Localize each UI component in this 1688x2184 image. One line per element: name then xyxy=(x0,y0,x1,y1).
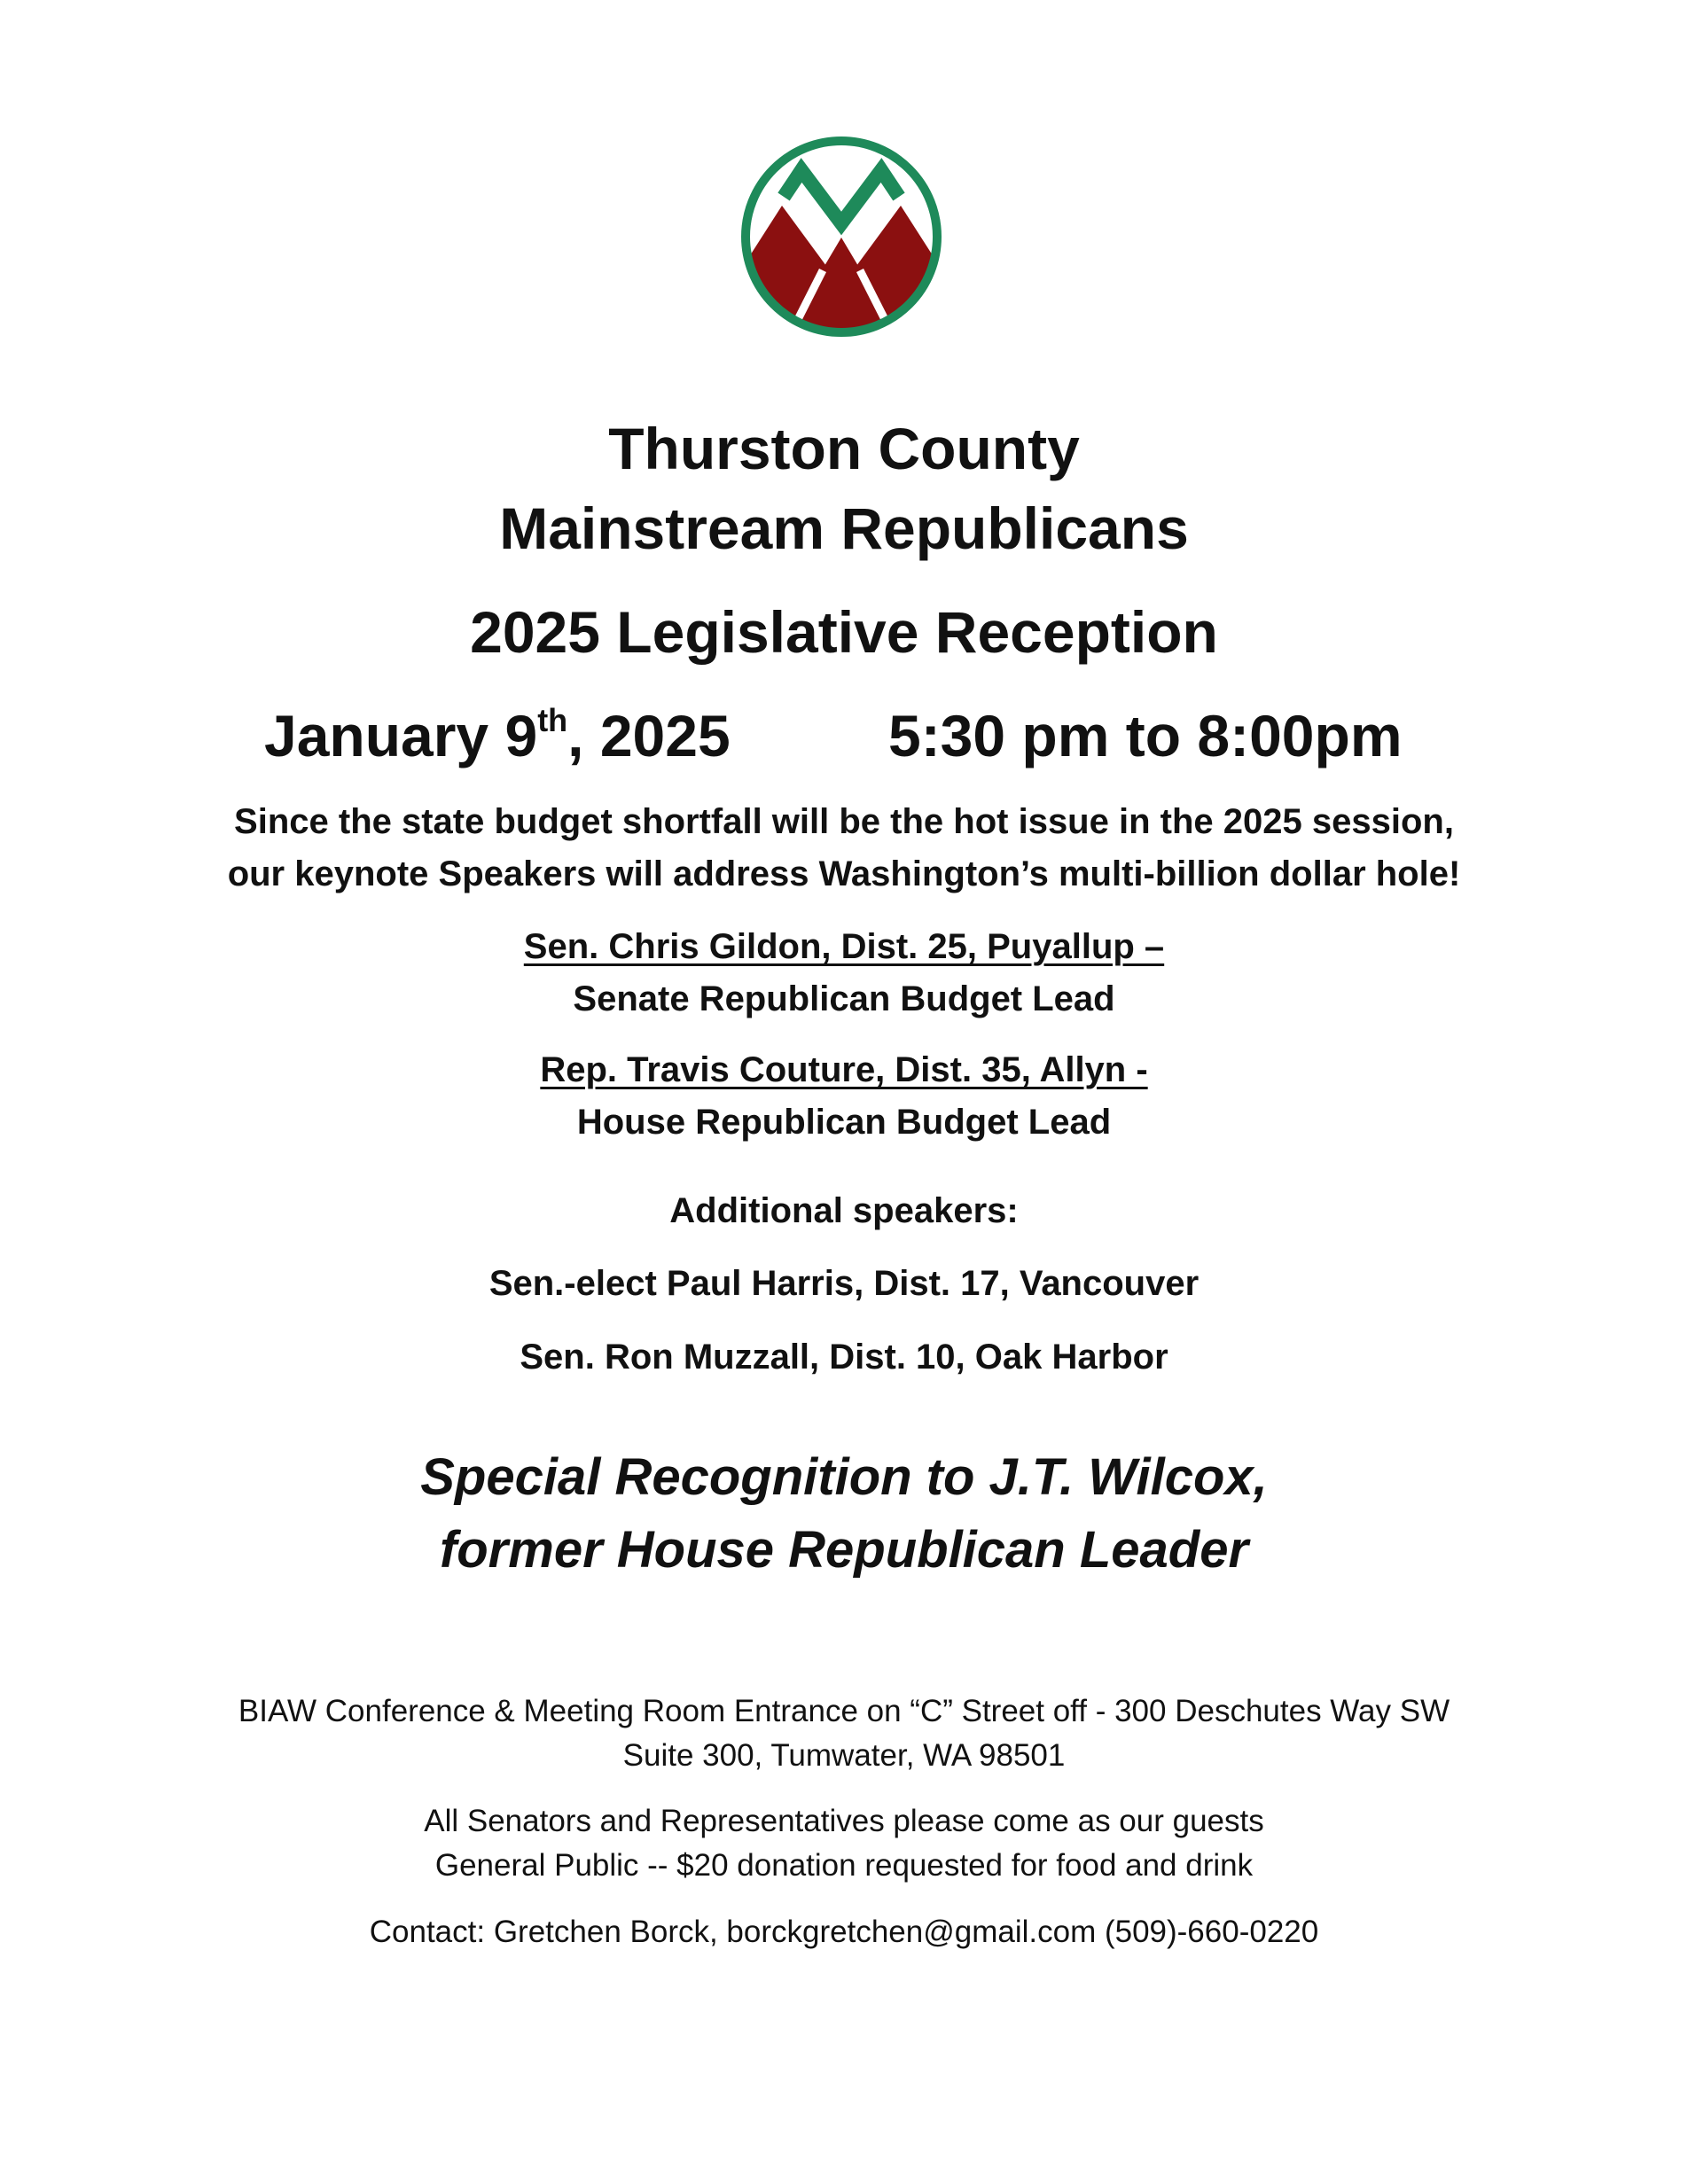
event-date-year: , 2025 xyxy=(567,703,731,768)
event-name: 2025 Legislative Reception xyxy=(470,599,1218,665)
venue-line-1: BIAW Conference & Meeting Room Entrance on “C” Street off - 300 Deschutes Way SW xyxy=(238,1694,1450,1728)
intro-line-2: our keynote Speakers will address Washington’s multi-billion dollar hole! xyxy=(227,854,1461,893)
keynote-speaker-1-name: Sen. Chris Gildon, Dist. 25, Puyallup – xyxy=(523,927,1165,966)
event-date-suffix: th xyxy=(537,702,568,738)
special-recognition-line-1: Special Recognition to J.T. Wilcox, xyxy=(420,1448,1268,1506)
contact-info: Contact: Gretchen Borck, borckgretchen@gmail.com (509)-660-0220 xyxy=(369,1915,1319,1949)
keynote-speaker-2-name: Rep. Travis Couture, Dist. 35, Allyn - xyxy=(540,1050,1148,1089)
event-date xyxy=(264,702,731,768)
title-line-1: Thurston County xyxy=(608,416,1080,481)
additional-speaker-1: Sen.-elect Paul Harris, Dist. 17, Vancouver xyxy=(488,1264,1200,1303)
event-date-main: January 9 xyxy=(264,703,538,768)
admission-line-2: General Public -- $20 donation requested for food and drink xyxy=(434,1848,1254,1883)
intro-line-1: Since the state budget shortfall will be the hot issue in the 2025 session, xyxy=(234,802,1454,841)
mainstream-republicans-logo xyxy=(738,133,945,340)
keynote-speaker-2-role: House Republican Budget Lead xyxy=(576,1103,1112,1142)
event-time: 5:30 pm to 8:00pm xyxy=(888,703,1403,768)
admission-line-1: All Senators and Representatives please come as our guests xyxy=(424,1804,1264,1838)
additional-speakers-heading: Additional speakers: xyxy=(669,1191,1019,1230)
special-recognition-line-2: former House Republican Leader xyxy=(439,1521,1249,1579)
venue-line-2: Suite 300, Tumwater, WA 98501 xyxy=(622,1738,1066,1773)
additional-speaker-2: Sen. Ron Muzzall, Dist. 10, Oak Harbor xyxy=(520,1338,1168,1377)
title-line-2: Mainstream Republicans xyxy=(499,495,1189,561)
keynote-speaker-1-role: Senate Republican Budget Lead xyxy=(573,979,1115,1018)
